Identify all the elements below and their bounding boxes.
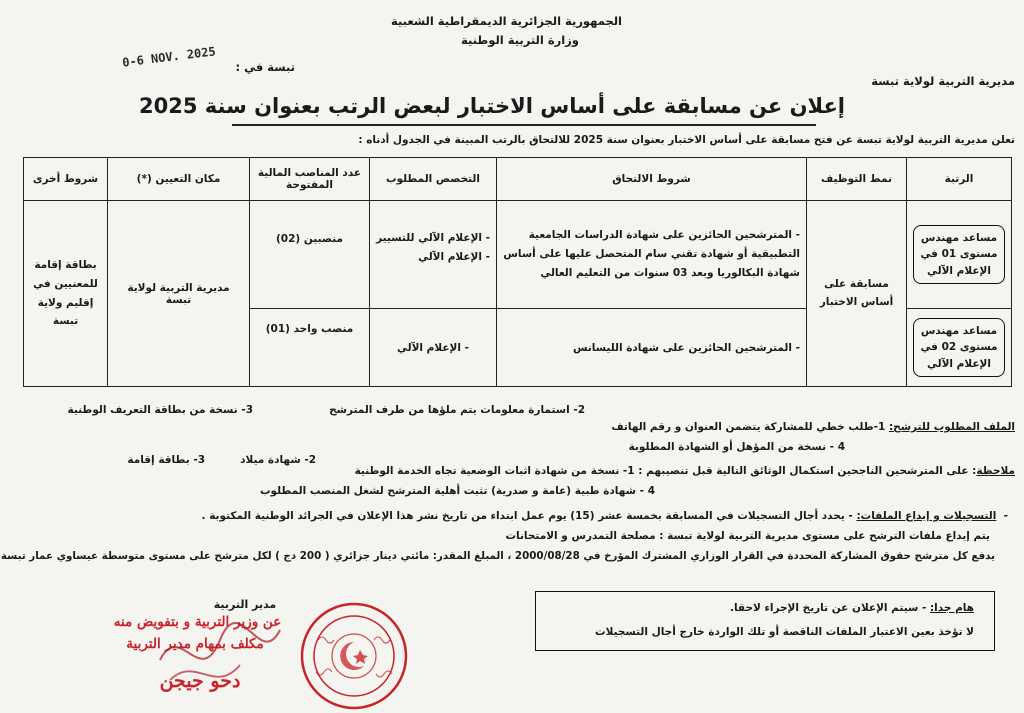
file-item-1: 1-طلب خطي للمشاركة يتضمن العنوان و رقم الهاتف [611,421,886,433]
directorate-header: مديرية التربية لولاية تبسة [871,74,1015,88]
header-positions: عدد المناصب المالية المفتوحة [250,158,370,201]
page-title: إعلان عن مسابقة على أساس الاختبار لبعض الرتب بعنوان سنة 2025 [139,94,845,118]
note-row [320,465,1015,477]
ministry-header: وزارة التربية الوطنية [461,33,579,47]
note-item-2: 2- شهادة ميلاد [240,454,316,466]
specialty-cell: - الإعلام الآلي [370,309,497,387]
republic-header: الجمهورية الجزائرية الديمقراطية الشعبية [390,14,622,28]
registration-label: التسجيلات و إيداع الملفات: [856,510,997,522]
important-line-2: لا تؤخذ بعين الاعتبار الملفات الناقصة أو تلك الواردة خارج أجال التسجيلات [595,626,974,638]
header-specialty: التخصص المطلوب [370,158,497,201]
other-conditions-cell: بطاقة إقامة للمعنيين في إقليم ولاية تبسة [24,201,108,387]
header-rank: الرتبة [907,158,1012,201]
deposit-text: يتم إيداع ملفات الترشح على مستوى مديرية التربية لولاية تبسة : مصلحة التمدرس و الامتحانات [505,530,990,542]
header-conditions: شروط الالتحاق [497,158,807,201]
registration-note [40,530,990,542]
rank-cell [907,201,1012,309]
title-underline [232,124,816,126]
bullet: - [996,510,1008,522]
important-label: هام جدا: [929,602,974,614]
mode-cell: مسابقة على أساس الاختبار [807,201,907,387]
ranks-table [23,157,1012,387]
signature-title: مدير التربية [213,598,277,611]
note-item-4: 4 - شهادة طبية (عامة و صدرية) تثبت أهلية المترشح لشغل المنصب المطلوب [259,485,655,497]
note-text: : على المترشحين الناجحين استكمال الوثائق التالية قبل تنصيبهم : 1- نسخة من شهادة اثبات الوضعية تجاه الخدمة الوطنية [354,465,977,477]
signature-stamp-line-1: عن وزير التربية و بتفويض منه [113,614,282,630]
note-label: ملاحظة [976,465,1015,477]
rank-label: مساعد مهندس مستوى 02 في الإعلام الآلي [913,318,1005,377]
handwritten-signature [140,600,290,710]
registration-row [150,510,1008,522]
fee-text: يدفع كل مترشح حقوق المشاركة المحددة في القرار الوزاري المشترك المؤرخ في 2000/08/28 ، المبلغ المقدر: مائتي دينار جزائري ( 200 دج ) لكل مترشح على مستوى متوسطة عيساوي عمار تبسة [0,550,995,562]
positions-cell: منصبين (02) [250,201,370,309]
note-item-3: 3- بطاقة إقامة [127,454,205,466]
header-mode: نمط التوظيف [807,158,907,201]
intro-text: تعلن مديرية التربية لولاية تبسة عن فتح مسابقة على أساس الاختبار بعنوان سنة 2025 للالتحاق بالرتب المبينة في الجدول أدناه : [358,134,1015,146]
signature-name: دحو جيجن [159,670,241,692]
specialty-cell [370,201,497,309]
file-row [600,421,1015,433]
file-label: الملف المطلوب للترشح: [888,421,1015,433]
header-other: شروط أخرى [24,158,108,201]
file-item-3: 3- نسخة من بطاقة التعريف الوطنية [67,404,253,416]
official-seal-icon [298,600,410,712]
file-item-2: 2- استمارة معلومات يتم ملؤها من طرف المترشح [329,404,585,416]
place-date-label: تبسة في : [235,60,295,74]
specialty-item: - الإعلام الآلي للتسيير [376,232,490,244]
file-item-4: 4 - نسخة من المؤهل أو الشهادة المطلوبة [628,441,845,453]
positions-cell: منصب واحد (01) [250,309,370,387]
place-cell: مديرية التربية لولاية تبسة [108,201,250,387]
table-header-row [24,158,1012,201]
conditions-cell: - المترشحين الحائزين على شهادة الليسانس [497,309,807,387]
rank-label: مساعد مهندس مستوى 01 في الإعلام الآلي [913,225,1005,284]
header-place: مكان التعيين (*) [108,158,250,201]
date-stamp: 0-6 NOV. 2025 [121,44,217,70]
important-box [535,591,995,651]
registration-text: - يحدد أجال التسجيلات في المسابقة بخمسة عشر (15) يوم عمل ابتداء من تاريخ نشر هذا الإعلان في الجرائد الوطنية المكتوبة . [201,510,853,522]
rank-cell [907,309,1012,387]
table-row [24,201,1012,309]
important-text-1: - سيتم الإعلان عن تاريخ الإجراء لاحقا. [729,602,927,614]
conditions-cell: - المترشحين الحائزين على شهادة الدراسات الجامعية التطبيقية أو شهادة تقني سام المتحصل عليها على أساس شهادة البكالوريا وبعد 03 سنوات من التعليم العالي [497,201,807,309]
important-line-1 [730,602,974,614]
specialty-item: - الإعلام الآلي [418,250,490,263]
signature-stamp-line-2: مكلف بمهام مدير التربية [126,636,264,652]
